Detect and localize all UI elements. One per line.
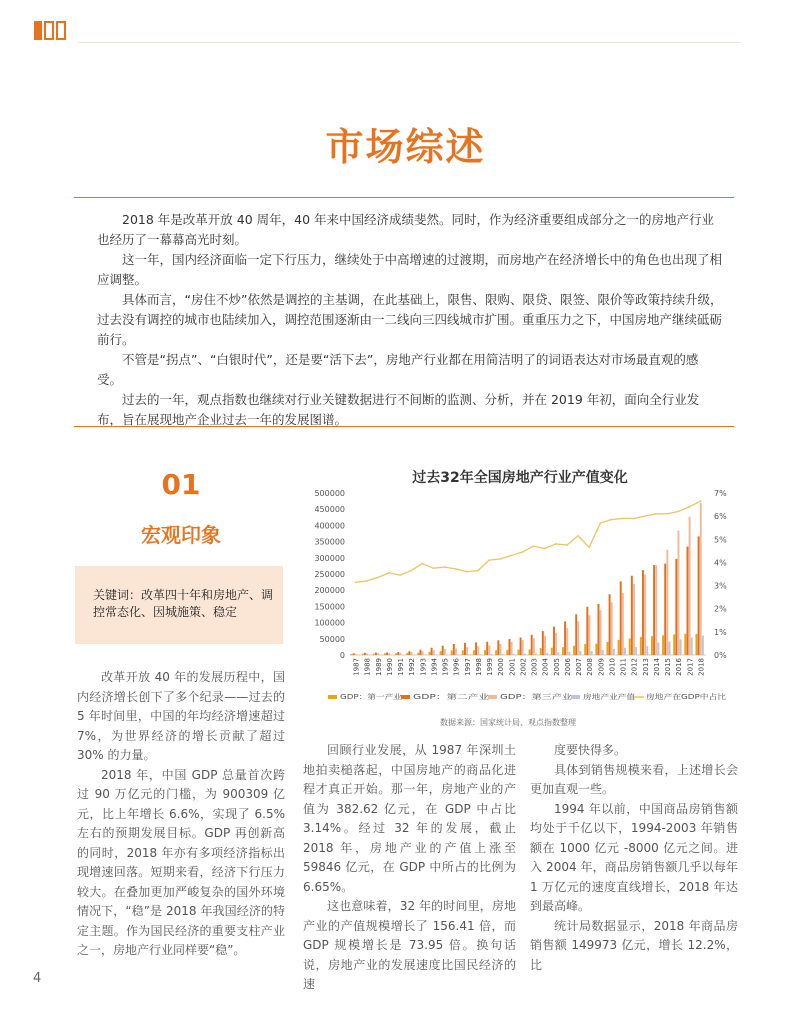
- x-axis-tick-label: 2009: [597, 658, 606, 676]
- share-point: [633, 518, 635, 520]
- share-point: [566, 544, 568, 546]
- body-column-1: [77, 668, 285, 961]
- chart-bar: [609, 594, 611, 655]
- chart-bar: [500, 644, 502, 655]
- chart-bar: [644, 575, 646, 655]
- chart-bar: [531, 635, 533, 655]
- chart-bar: [431, 648, 433, 655]
- chart-bar: [453, 644, 455, 655]
- chart-bar: [351, 654, 353, 655]
- chart-bar: [473, 650, 475, 655]
- share-point: [677, 511, 679, 513]
- chart-bar: [497, 640, 499, 655]
- chart-bar: [446, 654, 448, 655]
- chart-bar: [455, 648, 457, 655]
- share-point: [577, 535, 579, 537]
- chart-bar: [440, 651, 442, 655]
- chart-bar: [451, 650, 453, 655]
- chart-bar: [635, 647, 637, 655]
- chart-bar: [362, 654, 364, 655]
- chart-bar: [540, 648, 542, 655]
- chart-bar: [388, 653, 390, 655]
- chart-bar: [633, 584, 635, 655]
- x-axis-tick-label: 2005: [552, 658, 561, 676]
- y-axis-tick-label: 250000: [314, 570, 345, 579]
- share-point: [666, 513, 668, 515]
- chart-bar: [669, 641, 671, 655]
- intro-paragraph: 具体而言，“房住不炒”依然是调控的主基调，在此基础上，限售、限购、限贷、限签、限价等政策持续升级，过去没有调控的城市也陆续加入，调控范围逐渐由一二线向三四线城市扩围。重重压力之下，中国房地产继续砥砺前行。: [97, 292, 723, 347]
- chart-bar: [513, 654, 515, 655]
- chart-bar: [611, 602, 613, 655]
- chart-bar: [484, 650, 486, 655]
- legend-label: GDP：第一产业: [340, 693, 391, 701]
- chart-bar: [624, 648, 626, 655]
- share-point: [700, 500, 702, 502]
- chart-bar: [691, 638, 693, 655]
- share-point: [533, 545, 535, 547]
- chart-bar: [464, 643, 466, 655]
- chart-bar: [686, 547, 688, 655]
- share-point: [655, 513, 657, 515]
- share-point: [510, 555, 512, 557]
- chart-bar: [373, 654, 375, 655]
- chart-bar: [397, 652, 399, 655]
- y2-axis-tick-label: 0%: [714, 651, 727, 660]
- chart-bar: [675, 559, 677, 655]
- x-axis-tick-label: 2007: [575, 658, 584, 676]
- chart-bar: [511, 642, 513, 655]
- x-axis-tick-label: 1992: [408, 658, 417, 676]
- chart-bar: [606, 642, 608, 655]
- chart-bar: [466, 647, 468, 655]
- chart-bar: [468, 654, 470, 655]
- chart-bar: [695, 634, 697, 655]
- share-point: [611, 519, 613, 521]
- chart-bar: [502, 654, 504, 655]
- chart-bar: [508, 639, 510, 655]
- x-axis-tick-label: 2018: [697, 658, 706, 676]
- chart-bar: [662, 635, 664, 655]
- x-axis-tick-label: 1987: [352, 658, 361, 676]
- chart-bar: [428, 652, 430, 655]
- intro-text: [97, 210, 723, 430]
- x-axis-tick-label: 2012: [630, 658, 639, 676]
- chart-bar: [631, 576, 633, 655]
- legend-label: 房地产在GDP中占比: [646, 693, 711, 701]
- chart-bar: [580, 651, 582, 655]
- x-axis-tick-label: 1989: [374, 658, 383, 676]
- keywords-box: [75, 566, 283, 644]
- body-paragraph: 改革开放 40 年的发展历程中，国内经济增长创下了多个纪录——过去的 5 年时间里，中国的年均经济增速超过 7%，为世界经济的增长贡献了超过 30% 的力量。: [77, 670, 285, 762]
- intro-divider-bottom: [74, 426, 734, 427]
- share-point: [477, 570, 479, 572]
- share-point: [599, 522, 601, 524]
- chart-bar: [595, 644, 597, 655]
- chart-title: 过去32年全国房地产行业产值变化: [412, 470, 628, 486]
- chart-bar: [673, 634, 675, 655]
- section-number: 01: [161, 468, 201, 501]
- chart-bar: [408, 651, 410, 655]
- y2-axis-tick-label: 2%: [714, 604, 727, 614]
- chart-bar: [488, 645, 490, 655]
- share-point: [355, 581, 357, 583]
- title-divider-top: [74, 197, 734, 198]
- chart-bar: [395, 653, 397, 655]
- share-point: [388, 572, 390, 574]
- x-axis-tick-label: 1993: [419, 658, 428, 676]
- x-axis-tick-label: 2011: [619, 658, 628, 676]
- intro-paragraph: 这一年，国内经济面临一定下行压力，继续处于中高增速的过渡期，而房地产在经济增长中的角色也出现了相应调整。: [97, 252, 723, 287]
- y2-axis-tick-label: 1%: [714, 627, 727, 637]
- chart-bar: [702, 636, 704, 655]
- share-point: [377, 577, 379, 579]
- y-axis-tick-label: 0: [339, 651, 345, 660]
- chart-bar: [655, 565, 657, 655]
- body-paragraph: 这也意味着，32 年的时间里，房地产业的产值规模增长了 156.41 倍，而GDP 规模增长是 73.95 倍。换句话说，房地产业的发展速度比国民经济的速: [303, 899, 516, 991]
- y-axis-tick-label: 300000: [314, 553, 345, 563]
- chart-bar: [355, 654, 357, 655]
- chart-bar: [444, 649, 446, 655]
- x-axis-tick-label: 2002: [519, 658, 528, 676]
- share-point: [588, 546, 590, 548]
- y-axis-tick-label: 100000: [314, 618, 345, 628]
- chart-bar: [377, 653, 379, 655]
- chart-bar: [680, 639, 682, 655]
- chart-bar: [529, 649, 531, 655]
- x-axis-tick-label: 1991: [397, 658, 406, 676]
- chart-bar: [591, 651, 593, 655]
- x-axis-tick-label: 2016: [675, 658, 684, 676]
- x-axis-tick-label: 2008: [586, 658, 595, 676]
- body-paragraph: 统计局数据显示，2018 年商品房销售额 149973 亿元，增长 12.2%，比: [530, 918, 738, 972]
- x-axis-tick-label: 1988: [363, 658, 372, 676]
- chart-bar: [495, 650, 497, 655]
- share-point: [488, 559, 490, 561]
- y-axis-tick-label: 200000: [314, 586, 345, 596]
- x-axis-tick-label: 1999: [486, 658, 495, 676]
- y-axis-tick-label: 400000: [314, 521, 345, 531]
- chart-bar: [477, 646, 479, 655]
- chart-bar: [664, 564, 666, 655]
- share-point: [399, 574, 401, 576]
- chart-bar: [622, 593, 624, 655]
- chart-bar: [557, 652, 559, 655]
- y2-axis-tick-label: 5%: [714, 535, 727, 545]
- chart-bar: [653, 565, 655, 655]
- chart-bar: [442, 646, 444, 655]
- chart-bar: [406, 653, 408, 655]
- chart-bar: [364, 653, 366, 655]
- body-column-2: [303, 741, 516, 995]
- x-axis-tick-label: 2004: [541, 658, 550, 676]
- share-point: [555, 543, 557, 545]
- intro-paragraph: 2018 年是改革开放 40 周年，40 年来中国经济成绩斐然。同时，作为经济重要组成部分之一的房地产行业也经历了一幕幕高光时刻。: [97, 212, 715, 247]
- chart-bar: [562, 647, 564, 655]
- chart-bar: [524, 654, 526, 655]
- share-point: [544, 548, 546, 550]
- chart-bar: [573, 646, 575, 655]
- share-line: [356, 501, 701, 582]
- x-axis-tick-label: 1994: [430, 658, 439, 676]
- page-number: 4: [33, 971, 42, 986]
- chart-bar: [411, 652, 413, 655]
- legend-swatch: [488, 695, 497, 699]
- chart-bar: [646, 646, 648, 655]
- share-point: [410, 570, 412, 572]
- chart-bar: [533, 638, 535, 655]
- chart-bar: [551, 648, 553, 655]
- x-axis-tick-label: 2017: [686, 658, 695, 676]
- chart-bar: [642, 570, 644, 655]
- y2-axis-tick-label: 4%: [714, 558, 727, 568]
- chart-bar: [491, 654, 493, 655]
- chart-bar: [568, 652, 570, 655]
- legend-label: 房地产业产值: [583, 693, 625, 701]
- chart-bar: [384, 653, 386, 655]
- chart-bar: [555, 633, 557, 655]
- x-axis-tick-label: 2003: [530, 658, 539, 676]
- x-axis-tick-label: 2014: [652, 658, 661, 676]
- body-paragraph: 2018 年，中国 GDP 总量首次跨过 90 万亿元的门槛，为 900309 亿元，比上年增长 6.6%，实现了 6.5% 左右的预期发展目标。GDP 再创新高的同时，2018 年亦有多项经济指标出现增速回落。短期来看，经济下行压力较大。在叠加更加严峻复杂的国外环境情况下，“稳”是 2018 年我国经济的特定主题。作为国民经济的重要支柱产业之一，房地产行业同样要“稳”。: [77, 767, 285, 957]
- header-divider: [78, 42, 741, 43]
- share-point: [688, 506, 690, 508]
- chart-bar: [417, 653, 419, 655]
- chart-bar: [689, 517, 691, 655]
- y2-axis-tick-label: 3%: [714, 581, 727, 591]
- share-point: [366, 580, 368, 582]
- share-point: [466, 571, 468, 573]
- chart-bar: [520, 638, 522, 655]
- y2-axis-tick-label: 7%: [714, 489, 727, 498]
- chart-bar: [479, 654, 481, 655]
- chart-bar: [678, 531, 680, 655]
- chart-bar: [535, 653, 537, 655]
- legend-swatch: [401, 695, 410, 699]
- y2-axis-tick-label: 6%: [714, 512, 727, 522]
- body-paragraph: 具体到销售规模来看，上述增长会更加直观一些。: [530, 762, 738, 796]
- chart-bar: [522, 640, 524, 655]
- chart-bar: [620, 581, 622, 655]
- body-paragraph: 回顾行业发展，从 1987 年深圳土地拍卖槌落起，中国房地产的商品化进程才真正开始。那一年，房地产业的产值为 382.62 亿元，在 GDP 中占比 3.14%。经过 32 年的发展，截止 2018 年，房地产业的产值上涨至 59846 亿元，在 GDP 中所占的比例为 6.65%。: [303, 743, 516, 894]
- share-point: [421, 563, 423, 565]
- share-point: [644, 515, 646, 517]
- legend-label: GDP：第二产业: [413, 693, 464, 701]
- brand-logo-icon: [34, 21, 70, 42]
- chart-bar: [566, 628, 568, 655]
- share-point: [622, 518, 624, 520]
- y-axis-tick-label: 50000: [319, 634, 345, 644]
- share-point: [522, 551, 524, 553]
- share-point: [444, 566, 446, 568]
- keywords-text: 关键词：改革四十年和房地产、调控常态化、因城施策、稳定: [93, 588, 274, 619]
- chart-bar: [589, 615, 591, 655]
- x-axis-tick-label: 1998: [474, 658, 483, 676]
- real-estate-output-chart: [298, 484, 742, 714]
- chart-bar: [457, 654, 459, 655]
- legend-swatch: [571, 695, 580, 699]
- share-point: [455, 568, 457, 570]
- chart-bar: [684, 634, 686, 655]
- chart-bar: [666, 550, 668, 655]
- page-title: 市场综述: [325, 125, 486, 169]
- chart-bar: [613, 649, 615, 655]
- chart-bar: [577, 621, 579, 655]
- x-axis-tick-label: 1990: [385, 658, 394, 676]
- chart-bar: [553, 627, 555, 655]
- chart-bar: [399, 653, 401, 655]
- intro-paragraph: 不管是“拐点”、“白银时代”，还是要“活下去”，房地产行业都在用简洁明了的词语表达对市场最直观的感受。: [97, 352, 699, 387]
- chart-bar: [564, 621, 566, 655]
- chart-bar: [422, 651, 424, 655]
- chart-bar: [506, 650, 508, 655]
- chart-bar: [386, 652, 388, 655]
- chart-bar: [629, 639, 631, 655]
- chart-bar: [433, 650, 435, 655]
- body-paragraph: 度要快得多。: [554, 743, 627, 757]
- x-axis-tick-label: 2000: [497, 658, 506, 676]
- x-axis-tick-label: 2013: [641, 658, 650, 676]
- chart-bar: [462, 650, 464, 655]
- y-axis-tick-label: 500000: [314, 489, 345, 498]
- chart-bar: [353, 653, 355, 655]
- chart-source: 数据来源：国家统计局、观点指数整理: [440, 718, 576, 727]
- x-axis-tick-label: 2006: [563, 658, 572, 676]
- intro-paragraph: 过去的一年，观点指数也继续对行业关键数据进行不间断的监测、分析，并在 2019 年初，面向全行业发布，旨在展现地产企业过去一年的发展图谱。: [97, 392, 700, 427]
- share-point: [433, 567, 435, 569]
- x-axis-tick-label: 2010: [608, 658, 617, 676]
- chart-bar: [700, 503, 702, 655]
- x-axis-tick-label: 1997: [463, 658, 472, 676]
- chart-bar: [486, 642, 488, 655]
- x-axis-tick-label: 2015: [664, 658, 673, 676]
- chart-bar: [542, 631, 544, 655]
- x-axis-tick-label: 1996: [452, 658, 461, 676]
- body-paragraph: 1994 年以前，中国商品房销售额均处于千亿以下，1994-2003 年销售额在 1000 亿元 -8000 亿元之间。进入 2004 年，商品房销售额几乎以每年 1 万亿元的速度直线增长，2018 年达到最高峰。: [530, 801, 738, 913]
- y-axis-tick-label: 150000: [314, 602, 345, 612]
- y-axis-tick-label: 450000: [314, 505, 345, 515]
- chart-bar: [618, 640, 620, 655]
- section-title: 宏观印象: [141, 523, 221, 547]
- chart-bar: [546, 653, 548, 655]
- body-column-3: [530, 741, 738, 975]
- chart-bar: [475, 642, 477, 655]
- x-axis-tick-label: 1995: [441, 658, 450, 676]
- chart-bar: [600, 610, 602, 655]
- chart-bar: [584, 644, 586, 655]
- chart-bar: [544, 636, 546, 655]
- chart-bar: [597, 604, 599, 655]
- chart-bar: [517, 650, 519, 655]
- chart-bar: [575, 614, 577, 655]
- chart-bar: [419, 650, 421, 655]
- y-axis-tick-label: 350000: [314, 537, 345, 547]
- chart-bar: [657, 642, 659, 655]
- share-point: [499, 558, 501, 560]
- legend-swatch: [328, 695, 337, 699]
- chart-bar: [602, 650, 604, 655]
- chart-bar: [375, 653, 377, 655]
- chart-bar: [640, 637, 642, 655]
- x-axis-tick-label: 2001: [508, 658, 517, 676]
- chart-bar: [366, 653, 368, 655]
- chart-bar: [651, 636, 653, 655]
- legend-label: GDP：第三产业: [500, 693, 551, 701]
- chart-bar: [586, 607, 588, 655]
- chart-bar: [698, 536, 700, 655]
